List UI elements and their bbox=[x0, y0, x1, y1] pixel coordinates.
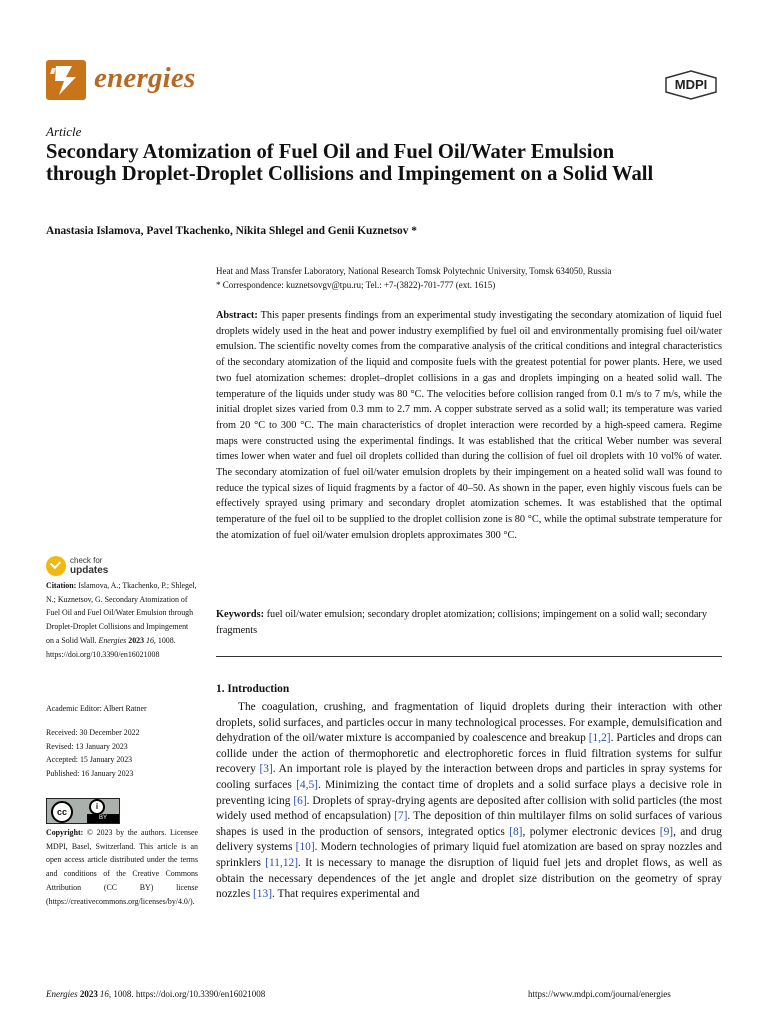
intro-text: . Minimizing the contact time of droplets and a solid surface plays a decisive role in preventing icing bbox=[216, 778, 722, 807]
check-icon bbox=[46, 556, 66, 576]
copyright-label: Copyright: bbox=[46, 828, 84, 837]
intro-text: . It is necessary to manage the disruption of liquid fuel jets and droplet flows, as well as obtain the necessary dependences of the jet angle and droplet size distribution on the geometry of spray nozzles bbox=[216, 856, 722, 901]
copyright-text: © 2023 by the authors. Licensee MDPI, Basel, Switzerland. This article is an open access article distributed under the terms and conditions of the Creative Commons Attribution (CC BY) license (https://creativecommons.org/licenses/by/4.0/). bbox=[46, 828, 198, 906]
cc-icon: cc bbox=[51, 801, 73, 823]
revised-date: Revised: 13 January 2023 bbox=[46, 741, 128, 751]
intro-text: The coagulation, crushing, and fragmentation of liquid droplets during their interaction with other droplets, solid surfaces, and particles occur in many technological processes. For example, demulsification and dehydration of the oil/water mixture is accompanied by coalescence and breakup bbox=[216, 701, 722, 745]
person-icon: i bbox=[89, 799, 105, 815]
citation-link[interactable]: [8] bbox=[509, 825, 523, 838]
author-list: Anastasia Islamova, Pavel Tkachenko, Nikita Shlegel and Genii Kuznetsov * bbox=[46, 225, 417, 237]
citation-link[interactable]: [13] bbox=[253, 888, 272, 901]
intro-text: , polymer electronic devices bbox=[522, 825, 660, 838]
citation-link[interactable]: [11,12] bbox=[265, 856, 299, 869]
dates-block bbox=[46, 726, 198, 781]
copyright-block bbox=[46, 826, 198, 908]
correspondence: * Correspondence: kuznetsovgv@tpu.ru; Tel.: +7-(3822)-701-777 (ext. 1615) bbox=[216, 279, 496, 290]
check-label: check for bbox=[70, 556, 103, 565]
abstract-text: This paper presents findings from an experimental study investigating the secondary atomization of liquid fuel droplets widely used in the heat and power industry exemplified by fuel oil and environmentally promising fuel oil/water emulsion. The scientific novelty comes from the comparative analysis of the critical conditions and integral characteristics of the secondary atomization of the liquid and composite fuels with the greatest potential for power plants. Here, we used two fuel atomization schemes: droplet–droplet collisions in a gas and droplets impinging on a heated solid wall. The temperature of the liquids under study was 80 °C. The velocities before collision ranged from 0.1 m/s to 7 m/s, while the initial droplet sizes varied from 0.3 mm to 2.7 mm. A copper substrate served as a solid wall; its temperature was varied from 20 °C to 300 °C. The main characteristics of droplet interaction were recorded by a high-speed camera. Regime maps were constructed using the experimental findings. It was established that the critical Weber number was several times lower when water and fuel oil droplets collided than during the collision of fuel oil droplets with 10 vol% of water. The secondary atomization of fuel oil/water emulsion droplets by their impingement on a heated solid wall was found to reduce the typical sizes of liquid fragments by a factor of 40–50. As shown in the paper, even highly viscous fuels can be effectively sprayed using primary and secondary droplet atomization schemes. It was established that the optimal temperature of the fuel oil to be supplied to the droplet collision zone is 80 °C, while the optimal substrate temperature for the atomization of fuel oil/water emulsion droplets approximates 300 °C. bbox=[216, 310, 722, 541]
abstract-label: Abstract: bbox=[216, 310, 258, 321]
intro-text: . Particles and drops can collide under the action of thermophoretic and electrophoretic forces in fluid filtration systems for sulfur recovery bbox=[216, 732, 722, 776]
by-label: BY bbox=[87, 814, 119, 823]
footer-volume: 16 bbox=[99, 989, 109, 999]
intro-text: , and drug delivery systems bbox=[216, 825, 722, 854]
citation-text: Islamova, A.; Tkachenko, P.; Shlegel, N.; Kuznetsov, G. Secondary Atomization of Fuel Oil and Fuel Oil/Water Emulsion through Droplet-Droplet Collisions and Impingement on a Solid Wall. bbox=[46, 581, 197, 645]
citation-link[interactable]: [10] bbox=[295, 841, 315, 854]
section-heading: 1. Introduction bbox=[216, 683, 290, 695]
citation-link[interactable]: [7] bbox=[394, 810, 408, 823]
intro-text: . That requires experimental and bbox=[272, 888, 420, 901]
citation-block bbox=[46, 579, 198, 661]
publisher-logo bbox=[664, 70, 718, 100]
page-title: Secondary Atomization of Fuel Oil and Fuel Oil/Water Emulsion through Droplet-Droplet Collisions and Impingement on a Solid Wall bbox=[46, 141, 654, 185]
footer-citation bbox=[46, 989, 265, 999]
intro-text: . Modern technologies of primary liquid fuel atomization are based on spray nozzles and sprinklers bbox=[216, 841, 722, 869]
divider bbox=[216, 656, 722, 657]
footer-journal: Energies bbox=[46, 989, 78, 999]
footer-year: 2023 bbox=[79, 989, 98, 999]
abstract bbox=[216, 308, 722, 544]
affiliation-block bbox=[216, 265, 726, 292]
citation-link[interactable]: [6] bbox=[293, 794, 307, 807]
citation-year: 2023 bbox=[128, 635, 145, 645]
lightning-bolt-icon bbox=[46, 60, 86, 100]
footer-url[interactable]: https://www.mdpi.com/journal/energies bbox=[528, 989, 671, 999]
check-for-updates-badge[interactable] bbox=[46, 556, 146, 580]
citation-link[interactable]: [4,5] bbox=[296, 778, 318, 791]
footer-doi[interactable]: , 1008. https://doi.org/10.3390/en16021008 bbox=[108, 989, 266, 999]
updates-label: updates bbox=[70, 565, 109, 576]
citation-link[interactable]: [3] bbox=[259, 763, 273, 776]
cc-by-license-badge[interactable] bbox=[46, 798, 120, 824]
citation-link[interactable]: [1,2] bbox=[588, 732, 611, 745]
published-date: Published: 16 January 2023 bbox=[46, 769, 134, 779]
intro-text: . The deposition of thin multilayer films on solid surfaces of various shapes is used in the production of sensors, integrated optics bbox=[216, 810, 722, 838]
journal-logo bbox=[46, 60, 86, 100]
citation-journal: Energies bbox=[98, 635, 127, 645]
academic-editor: Academic Editor: Albert Ratner bbox=[46, 704, 147, 713]
intro-text: . An important role is played by the interaction between drops and particles in spray systems for cooling surfaces bbox=[216, 763, 722, 791]
publisher-name: MDPI bbox=[674, 77, 708, 92]
citation-doi[interactable]: , 1008. https://doi.org/10.3390/en16021008 bbox=[46, 635, 176, 659]
intro-text: . Droplets of spray-drying agents are deposited after collision with solid particles (the most widely used method of encapsulation) bbox=[216, 794, 723, 823]
keywords-label: Keywords: bbox=[216, 609, 265, 620]
citation-volume: 16 bbox=[146, 635, 154, 645]
citation-label: Citation: bbox=[46, 581, 77, 590]
keywords bbox=[216, 607, 722, 638]
citation-link[interactable]: [9] bbox=[659, 825, 674, 838]
keywords-text: fuel oil/water emulsion; secondary droplet atomization; collisions; impingement on a solid wall; secondary fragments bbox=[216, 609, 708, 636]
intro-paragraph bbox=[216, 700, 722, 903]
accepted-date: Accepted: 15 January 2023 bbox=[46, 755, 133, 765]
affiliation: Heat and Mass Transfer Laboratory, National Research Tomsk Polytechnic University, Tomsk 634050, Russia bbox=[216, 266, 612, 276]
article-type: Article bbox=[46, 124, 82, 139]
received-date: Received: 30 December 2022 bbox=[46, 728, 140, 737]
journal-name: energies bbox=[94, 62, 196, 94]
